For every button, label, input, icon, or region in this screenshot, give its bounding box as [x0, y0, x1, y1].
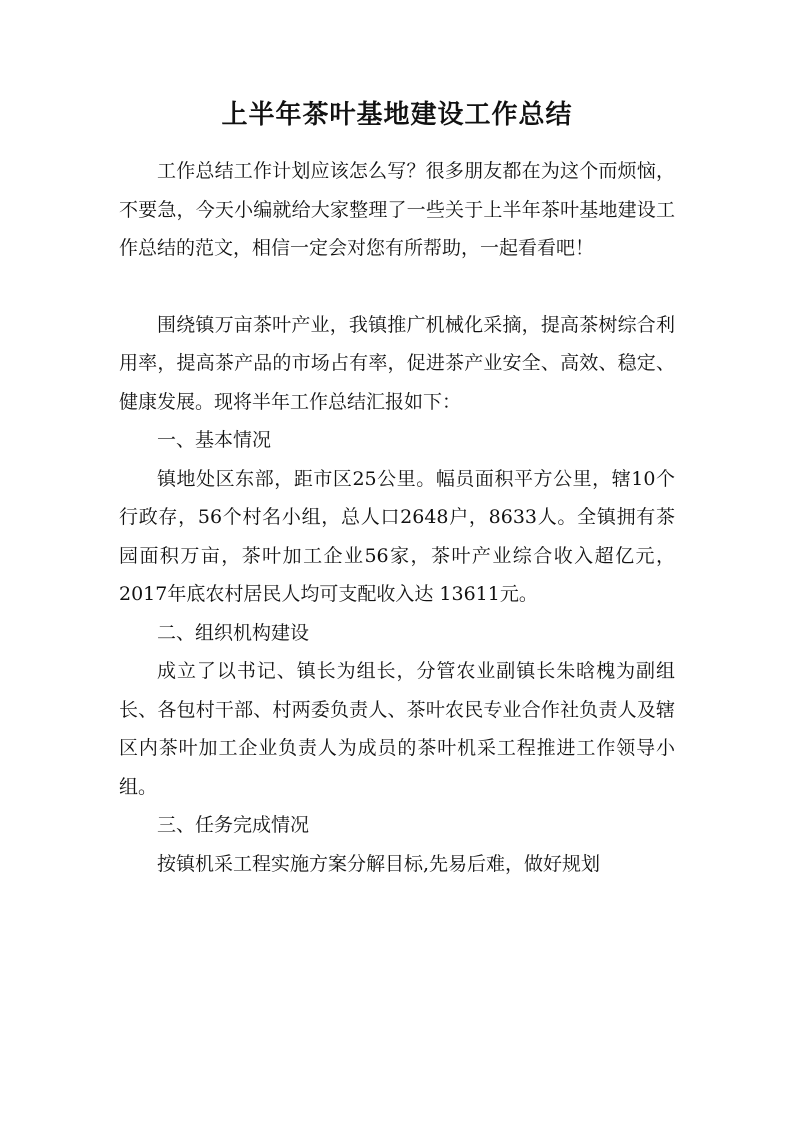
document-body	[119, 152, 675, 883]
section-paragraph-basic-situation: 镇地处区东部，距市区25公里。幅员面积平方公里，辖10个行政存，56个村名小组，总人口2648户，8633人。全镇拥有茶园面积万亩，茶叶加工企业56家，茶叶产业综合收入超亿元，2017年底农村居民人均可支配收入达 13611元。	[119, 467, 675, 605]
section-paragraph-task-completion: 按镇机采工程实施方案分解目标,先易后难，做好规划	[157, 852, 601, 875]
opening-paragraph: 围绕镇万亩茶叶产业，我镇推广机械化采摘，提高茶树综合利用率，提高茶产品的市场占有率，促进茶产业安全、高效、稳定、健康发展。现将半年工作总结汇报如下：	[119, 313, 675, 413]
section-paragraph-organization: 成立了以书记、镇长为组长，分管农业副镇长朱晗槐为副组长、各包村干部、村两委负责人、茶叶农民专业合作社负责人及辖区内茶叶加工企业负责人为成员的茶叶机采工程推进工作领导小组。	[119, 660, 675, 798]
section-heading-organization: 二、组织机构建设	[157, 621, 310, 644]
document-title: 上半年茶叶基地建设工作总结	[221, 100, 573, 130]
intro-paragraph: 工作总结工作计划应该怎么写？很多朋友都在为这个而烦恼，不要急，今天小编就给大家整理了一些关于上半年茶叶基地建设工作总结的范文，相信一定会对您有所帮助，一起看看吧！	[119, 160, 675, 259]
section-heading-task-completion: 三、任务完成情况	[157, 814, 310, 836]
section-heading-basic-situation: 一、基本情况	[157, 429, 272, 451]
paragraph-spacer	[119, 268, 675, 306]
